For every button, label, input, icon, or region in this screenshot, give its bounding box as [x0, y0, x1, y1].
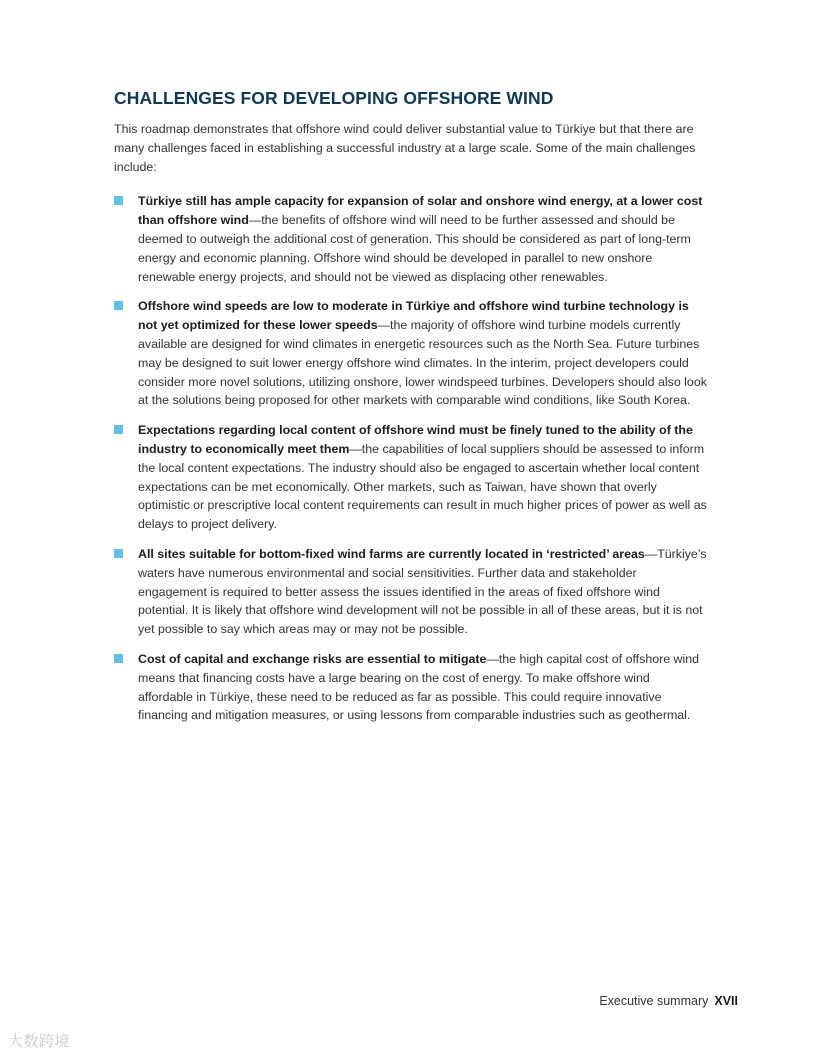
list-item	[114, 650, 708, 725]
watermark-logo: 大数跨境	[8, 1033, 71, 1050]
bullet-square-icon	[114, 425, 123, 434]
page-footer	[599, 994, 738, 1008]
challenges-list	[114, 192, 708, 725]
bullet-square-icon	[114, 301, 123, 310]
bullet-lead-text: Türkiye still has ample capacity for expansion of solar and onshore wind energy, at a lower cost than offshore wind	[138, 194, 703, 228]
bullet-lead-text: Cost of capital and exchange risks are essential to mitigate	[138, 651, 487, 666]
page-number: XVII	[714, 994, 738, 1008]
list-item	[114, 421, 708, 534]
bullet-body-text: —Türkiye’s waters have numerous environmental and social sensitivities. Further data and stakeholder engagement is required to better assess the issues identified in the areas of fixed offshore wind potential. It is likely that offshore wind development will not be possible in all of these areas, but it is not yet possible to say which areas may or may not be possible.	[138, 546, 707, 637]
page-content	[114, 86, 708, 736]
bullet-lead-text: Offshore wind speeds are low to moderate in Türkiye and offshore wind turbine technology is not yet optimized for these lower speeds	[138, 299, 689, 333]
footer-section-label: Executive summary	[599, 994, 709, 1008]
list-item	[114, 192, 708, 286]
bullet-lead-text: All sites suitable for bottom-fixed wind farms are currently located in ‘restricted’ areas	[138, 546, 645, 561]
list-item	[114, 297, 708, 410]
bullet-body-text: —the high capital cost of offshore wind means that financing costs have a large bearing on the cost of energy. To make offshore wind affordable in Türkiye, these need to be reduced as far as possible. This could require innovative financing and mitigation measures, or using lessons from comparable industries such as geothermal.	[138, 651, 700, 723]
list-item	[114, 545, 708, 639]
bullet-body-text: —the capabilities of local suppliers should be assessed to inform the local content expectations. The industry should also be engaged to ascertain whether local content expectations can be met economically. Other markets, such as Taiwan, have shown that overly optimistic or prescriptive local content requirements can result in much higher prices of power as well as delays to project delivery.	[138, 441, 707, 532]
intro-paragraph: This roadmap demonstrates that offshore wind could deliver substantial value to Türkiye but that there are many challenges faced in establishing a successful industry at a large scale. Some of the main challenges include:	[114, 122, 696, 174]
bullet-square-icon	[114, 196, 123, 205]
bullet-square-icon	[114, 654, 123, 663]
bullet-body-text: —the majority of offshore wind turbine models currently available are designed for wind climates in energetic resources such as the North Sea. Future turbines may be designed to suit lower energy offshore wind climates. In the interim, project developers could consider more novel solutions, utilizing onshore, lower windspeed turbines. Developers should also look at the solutions being proposed for other markets with comparable wind conditions, like South Korea.	[138, 318, 707, 408]
bullet-lead-text: Expectations regarding local content of offshore wind must be finely tuned to the ability of the industry to economically meet them	[138, 423, 693, 456]
section-heading: CHALLENGES FOR DEVELOPING OFFSHORE WIND	[114, 88, 554, 108]
bullet-body-text: —the benefits of offshore wind will need to be further assessed and should be deemed to outweigh the additional cost of generation. This should be considered as part of long-term energy and economic planning. Offshore wind should be developed in parallel to new onshore renewable energy projects, and should not be viewed as displacing other renewables.	[138, 213, 691, 284]
bullet-square-icon	[114, 549, 123, 558]
